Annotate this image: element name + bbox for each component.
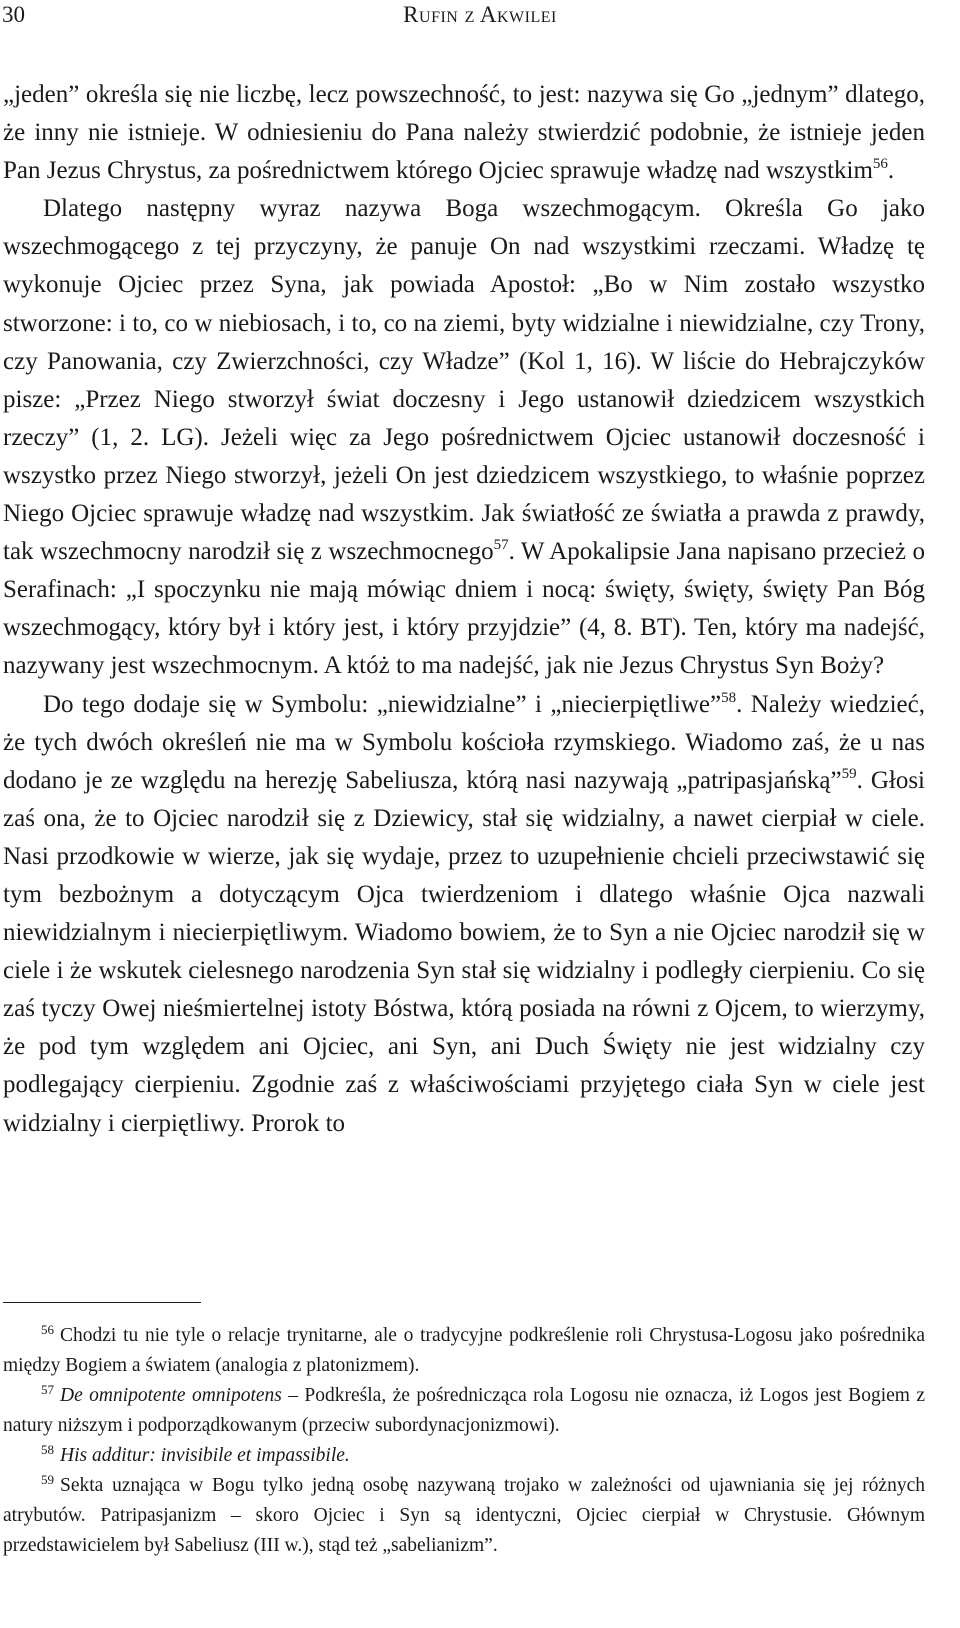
footnote-number: 59 bbox=[41, 1472, 54, 1487]
paragraph-text: „jeden” określa się nie liczbę, lecz powszechność, to jest: nazywa się Go „jednym” dlatego, że inny nie istnieje. W odniesieniu do Pana należy stwierdzić podobnie, że istnieje jeden Pan Jezus Chrystus, za pośrednictwem którego Ojciec sprawuje władzę nad wszystkim bbox=[3, 81, 925, 185]
footnotes bbox=[3, 1321, 925, 1561]
paragraph bbox=[3, 76, 925, 190]
footnote-text: – Podkreśla, że pośrednicząca rola Logosu nie oznacza, iż Logos jest Bogiem z natury niższym i podporządkowanym (przeciw subordynacjonizmowi). bbox=[3, 1385, 925, 1436]
page-number: 30 bbox=[2, 2, 25, 27]
footnote-ref: 57 bbox=[493, 537, 509, 554]
paragraph-text: Dlatego następny wyraz nazywa Boga wszechmogącym. Określa Go jako wszechmogącego z tej przyczyny, że panuje On nad wszystkimi rzeczami. Władzę tę wykonuje Ojciec przez Syna, jak powiada Apostoł: „Bo w Nim zostało wszystko stworzone: i to, co w niebiosach, i to, co na ziemi, byty widzialne i niewidzialne, czy Trony, czy Panowania, czy Zwierzchności, czy Władze” (Kol 1, 16). W liście do Hebrajczyków pisze: „Przez Niego stworzył świat doczesny i Jego ustanowił dziedzicem wszystkich rzeczy” (1, 2. LG). Jeżeli więc za Jego pośrednictwem Ojciec ustanowił doczesność i wszystko przez Niego stworzył, jeżeli On jest dziedzicem wszystkiego, to właśnie poprzez Niego Ojciec sprawuje władzę nad wszystkim. Jak światłość ze światła a prawda z prawdy, tak wszechmocny narodził się z wszechmocnego bbox=[3, 195, 925, 566]
paragraph-text: . W Apokalipsie Jana napisano przecież o Serafinach: „I spoczynku nie mają mówiąc dniem i nocą: święty, święty, święty Pan Bóg wszechmogący, który był i który jest, i który przyjdzie” (4, 8. BT). Ten, który ma nadejść, nazywany jest wszechmocnym. A któż to ma nadejść, jak nie Jezus Chrystus Syn Boży? bbox=[3, 538, 925, 680]
footnote-italic-text: His additur: invisibile et impassibile. bbox=[60, 1445, 350, 1466]
footnote bbox=[3, 1471, 925, 1561]
footnote bbox=[3, 1441, 925, 1471]
footnote-number: 58 bbox=[41, 1442, 54, 1457]
footnote-ref: 58 bbox=[721, 689, 737, 706]
paragraph-text: . bbox=[887, 157, 895, 185]
footnote-number: 57 bbox=[41, 1382, 54, 1397]
footnote-ref: 59 bbox=[841, 765, 857, 782]
footnote-separator bbox=[3, 1302, 201, 1303]
footnote bbox=[3, 1321, 925, 1381]
paragraph-text: . Należy wiedzieć, że tych dwóch określeń nie ma w Symbolu kościoła rzymskiego. Wiadomo zaś, że u nas dodano je ze względu na herezję Sabeliusza, którą nasi nazywają „patripasjańską” bbox=[3, 690, 925, 794]
running-title: Rufin z Akwilei bbox=[403, 2, 557, 27]
paragraph bbox=[3, 686, 925, 1143]
footnote-number: 56 bbox=[41, 1322, 54, 1337]
footnote-italic-text: De omnipotente omnipotens bbox=[60, 1385, 282, 1406]
paragraph-text: Do tego dodaje się w Symbolu: „niewidzialne” i „niecierpiętliwe” bbox=[43, 690, 722, 718]
footnote-text: Chodzi tu nie tyle o relacje trynitarne, ale o tradycyjne podkreślenie roli Chrystusa-Logosu jako pośrednika między Bogiem a światem (analogia z platonizmem). bbox=[3, 1325, 925, 1376]
body-text bbox=[3, 76, 925, 1143]
page-header bbox=[0, 0, 960, 34]
paragraph-text: . Głosi zaś ona, że to Ojciec narodził się z Dziewicy, stał się widzialny, a nawet cierpiał w ciele. Nasi przodkowie w wierze, jak się wydaje, przez to uzupełnienie chcieli przeciwstawić się tym bezbożnym a dotyczącym Ojca twierdzeniom i dlatego właśnie Ojca nazwali niewidzialnym i niecierpiętliwym. Wiadomo bowiem, że to Syn a nie Ojciec narodził się w ciele i że wskutek cielesnego narodzenia Syn stał się widzialny i podległy cierpieniu. Co się zaś tyczy Owej nieśmiertelnej istoty Bóstwa, którą posiada na równi z Ojcem, to wierzymy, że pod tym względem ani Ojciec, ani Syn, ani Duch Święty nie jest widzialny czy podlegający cierpieniu. Zgodnie zaś z właściwościami przyjętego ciała Syn w ciele jest widzialny i cierpiętliwy. Prorok to bbox=[3, 766, 925, 1137]
footnote-ref: 56 bbox=[872, 156, 888, 173]
paragraph bbox=[3, 190, 925, 685]
footnote-text: Sekta uznająca w Bogu tylko jedną osobę nazywaną trojako w zależności od ujawniania się jej różnych atrybutów. Patripasjanizm – skoro Ojciec i Syn są identyczni, Ojciec cierpiał w Chrystusie. Głównym przedstawicielem był Sabeliusz (III w.), stąd też „sabelianizm”. bbox=[3, 1475, 925, 1556]
footnote bbox=[3, 1381, 925, 1441]
